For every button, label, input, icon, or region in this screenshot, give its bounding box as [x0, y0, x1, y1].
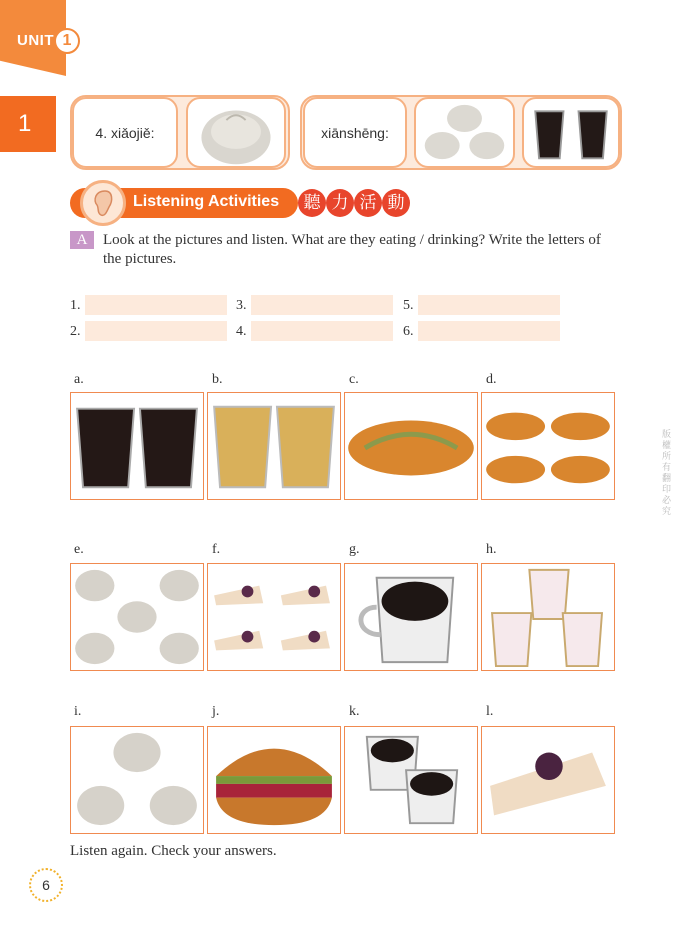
answer-number: 1. [70, 298, 81, 313]
copyright-watermark: 版權所有翻印必究 [662, 430, 672, 517]
four-cake-slices-icon [208, 564, 340, 670]
answer-number: 4. [236, 324, 247, 339]
footer-instruction: Listen again. Check your answers. [70, 843, 277, 859]
answer-field-4[interactable] [251, 321, 393, 341]
picture-letter: e. [74, 542, 84, 557]
answer-number: 2. [70, 324, 81, 339]
answer-field-2[interactable] [85, 321, 227, 341]
five-buns-icon [71, 564, 203, 670]
activity-instruction: Look at the pictures and listen. What are they eating / drinking? Write the letters of the pictures. [103, 232, 601, 267]
bun-image [186, 97, 286, 168]
picture-j [207, 726, 341, 834]
two-glasses-cola-icon [71, 393, 203, 499]
zh-char-2: 力 [326, 189, 354, 217]
bread-icon [345, 393, 477, 499]
cake-slice-icon [482, 727, 614, 833]
three-glasses-milk-icon [482, 564, 614, 670]
unit-number-badge: 1 [54, 28, 80, 54]
picture-b [207, 392, 341, 500]
three-buns-icon [416, 99, 513, 167]
two-glasses-cola-icon [524, 100, 618, 166]
hamburger-icon [208, 727, 340, 833]
zh-char-4: 動 [382, 189, 410, 217]
picture-g [344, 563, 478, 671]
answer-field-6[interactable] [418, 321, 560, 341]
picture-letter: f. [212, 542, 221, 557]
picture-e [70, 563, 204, 671]
activity-badge: A [70, 231, 94, 249]
picture-letter: d. [486, 372, 497, 387]
vocab-xiansheng-label: xiānshēng: [321, 124, 389, 141]
answer-number: 5. [403, 298, 414, 313]
vocab-card-xiaojie [72, 97, 178, 168]
picture-letter: g. [349, 542, 360, 557]
picture-letter: h. [486, 542, 497, 557]
picture-l [481, 726, 615, 834]
answer-field-5[interactable] [418, 295, 560, 315]
section-number: 1 [0, 96, 56, 152]
zh-char-3: 活 [354, 189, 382, 217]
picture-letter: j. [212, 704, 220, 719]
picture-c [344, 392, 478, 500]
answer-field-3[interactable] [251, 295, 393, 315]
vocab-card-xiansheng [303, 97, 407, 168]
picture-i [70, 726, 204, 834]
picture-h [481, 563, 615, 671]
bun-icon [188, 99, 284, 166]
two-glasses-tea-icon [208, 393, 340, 499]
answer-number: 6. [403, 324, 414, 339]
picture-letter: c. [349, 372, 359, 387]
picture-f [207, 563, 341, 671]
picture-a [70, 392, 204, 500]
ear-icon [80, 180, 126, 226]
three-buns-image [414, 97, 515, 168]
vocab-xiaojie-label: 4. xiǎojiě: [95, 124, 155, 141]
page-number: 6 [29, 868, 63, 902]
picture-letter: b. [212, 372, 223, 387]
unit-label: UNIT [17, 32, 54, 49]
two-glasses-image [522, 97, 620, 168]
picture-k [344, 726, 478, 834]
two-coffee-cups-icon [345, 727, 477, 833]
three-buns-icon [71, 727, 203, 833]
four-breads-icon [482, 393, 614, 499]
picture-letter: i. [74, 704, 82, 719]
picture-d [481, 392, 615, 500]
coffee-cup-icon [345, 564, 477, 670]
picture-letter: a. [74, 372, 84, 387]
answer-field-1[interactable] [85, 295, 227, 315]
picture-letter: k. [349, 704, 360, 719]
banner-title: Listening Activities [133, 193, 280, 210]
zh-char-1: 聽 [298, 189, 326, 217]
picture-letter: l. [486, 704, 494, 719]
answer-number: 3. [236, 298, 247, 313]
